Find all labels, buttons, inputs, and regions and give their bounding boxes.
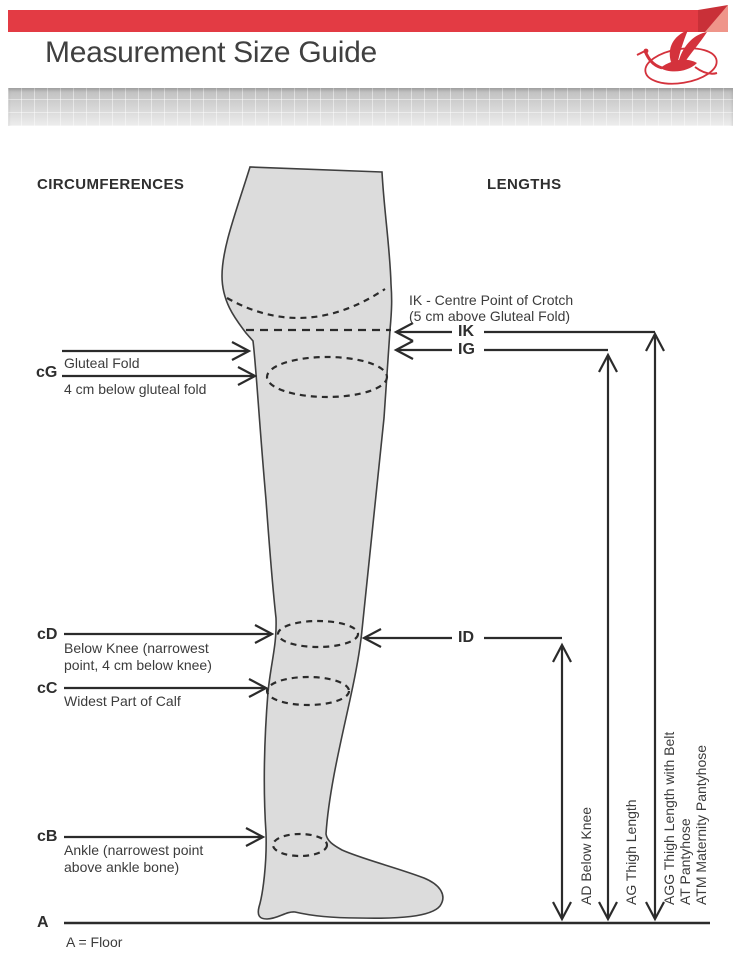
cg-label-gluteal-fold: Gluteal Fold bbox=[64, 355, 140, 371]
crotch-note-line1: IK - Centre Point of Crotch bbox=[409, 292, 574, 308]
cb-code: cB bbox=[37, 828, 58, 845]
lengths-section-title: LENGTHS bbox=[487, 176, 562, 193]
ag-thigh-length-label: AG Thigh Length bbox=[623, 799, 639, 905]
cd-label: Below Knee (narrowest point, 4 cm below knee) bbox=[64, 640, 212, 673]
crane-logo-icon bbox=[637, 30, 719, 88]
ad-vertical-arrow bbox=[553, 645, 571, 919]
cg-label-below-fold: 4 cm below gluteal fold bbox=[64, 381, 207, 397]
leg-outline bbox=[222, 167, 443, 919]
page-title: Measurement Size Guide bbox=[45, 36, 377, 69]
ik-code: IK bbox=[458, 323, 474, 340]
at-pantyhose-label: AT Pantyhose bbox=[677, 818, 693, 905]
cd-code: cD bbox=[37, 626, 58, 643]
floor-label: A = Floor bbox=[66, 934, 123, 950]
ag-vertical-arrow bbox=[599, 355, 617, 919]
red-banner bbox=[8, 5, 728, 32]
floor-code: A bbox=[37, 914, 49, 931]
ad-below-knee-label: AD Below Knee bbox=[578, 806, 594, 905]
agg-labels bbox=[661, 732, 709, 905]
agg-thigh-belt-label: AGG Thigh Length with Belt bbox=[661, 731, 677, 905]
ik-line-arrow bbox=[396, 323, 655, 341]
crotch-note-line2: (5 cm above Gluteal Fold) bbox=[409, 308, 571, 324]
ig-code: IG bbox=[458, 341, 475, 358]
ig-line-arrow bbox=[396, 341, 608, 359]
cc-code: cC bbox=[37, 680, 58, 697]
atm-maternity-pantyhose-label: ATM Maternity Pantyhose bbox=[693, 744, 709, 905]
cc-label: Widest Part of Calf bbox=[64, 693, 181, 709]
cb-label: Ankle (narrowest point above ankle bone) bbox=[64, 842, 204, 875]
id-code: ID bbox=[458, 629, 474, 646]
cg-code: cG bbox=[36, 364, 58, 381]
circumferences-section-title: CIRCUMFERENCES bbox=[37, 176, 185, 193]
